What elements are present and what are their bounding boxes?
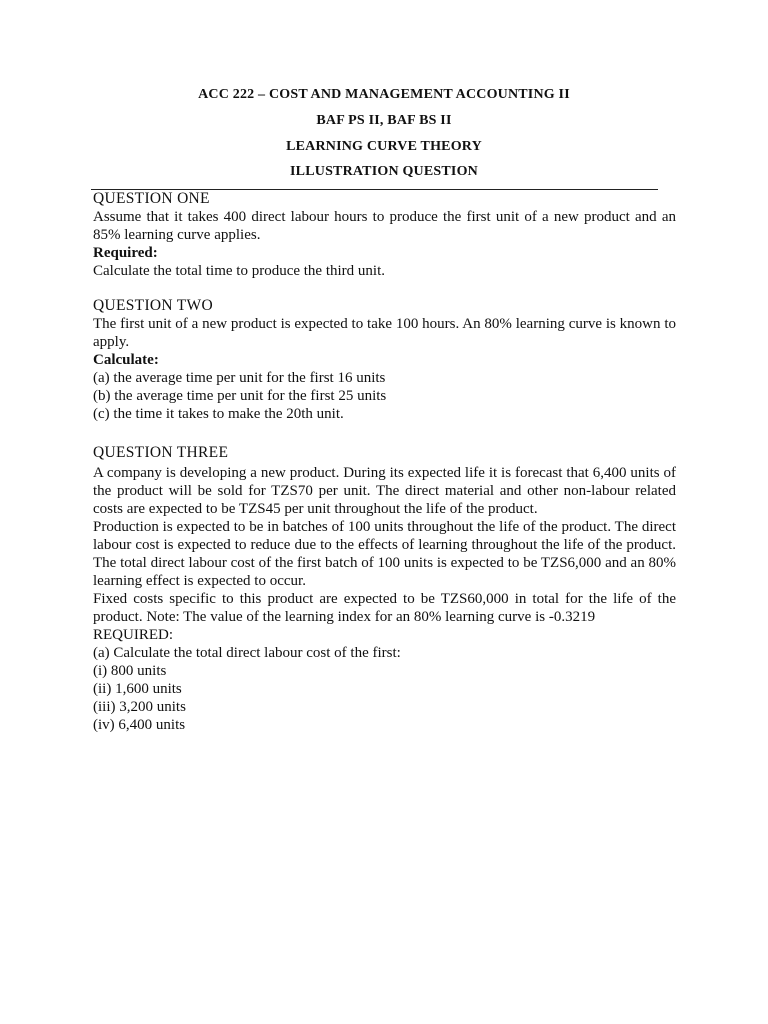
question-three	[93, 444, 676, 734]
question-three-item-i: (i) 800 units	[93, 663, 167, 679]
question-three-item-iv: (iv) 6,400 units	[93, 717, 186, 733]
question-two-body: The first unit of a new product is expected to take 100 hours. An 80% learning curve is known to apply.	[93, 316, 676, 350]
question-two-item-b: (b) the average time per unit for the first 25 units	[93, 388, 387, 404]
programmes-heading: BAF PS II, BAF BS II	[316, 113, 452, 128]
question-one-required-label: Required:	[93, 245, 158, 261]
question-three-paragraph-2: Production is expected to be in batches of 100 units throughout the life of the product. The direct labour cost is expected to reduce due to the effects of learning throughout the life of the product. The total direct labour cost of the first batch of 100 units is expected to be TZS6,000 and an 80% learning effect is expected to occur.	[93, 519, 676, 589]
question-three-required-label: REQUIRED:	[93, 627, 173, 643]
question-two-item-a: (a) the average time per unit for the first 16 units	[93, 370, 386, 386]
question-one-title: QUESTION ONE	[93, 190, 210, 207]
question-two-item-c: (c) the time it takes to make the 20th unit.	[93, 406, 344, 422]
question-one-body: Assume that it takes 400 direct labour hours to produce the first unit of a new product and an 85% learning curve applies.	[93, 209, 676, 243]
question-one-task: Calculate the total time to produce the third unit.	[93, 263, 386, 279]
question-two	[93, 297, 676, 423]
question-three-task: (a) Calculate the total direct labour cost of the first:	[93, 645, 401, 661]
course-title: ACC 222 – COST AND MANAGEMENT ACCOUNTING II	[198, 87, 570, 102]
question-two-calculate-label: Calculate:	[93, 352, 159, 368]
question-one	[93, 190, 676, 280]
document-type-heading: ILLUSTRATION QUESTION	[290, 164, 478, 179]
question-three-paragraph-3: Fixed costs specific to this product are expected to be TZS60,000 in total for the life of the product. Note: The value of the learning index for an 80% learning curve is -0.3219	[93, 591, 676, 625]
topic-heading: LEARNING CURVE THEORY	[286, 139, 482, 154]
question-three-item-iii: (iii) 3,200 units	[93, 699, 186, 715]
question-three-title: QUESTION THREE	[93, 444, 229, 461]
question-two-title: QUESTION TWO	[93, 297, 213, 314]
question-three-item-ii: (ii) 1,600 units	[93, 681, 182, 697]
question-three-paragraph-1: A company is developing a new product. During its expected life it is forecast that 6,400 units of the product will be sold for TZS70 per unit. The direct material and other non-labour related costs are expected to be TZS45 per unit throughout the life of the product.	[93, 465, 676, 517]
document-body	[93, 190, 676, 734]
